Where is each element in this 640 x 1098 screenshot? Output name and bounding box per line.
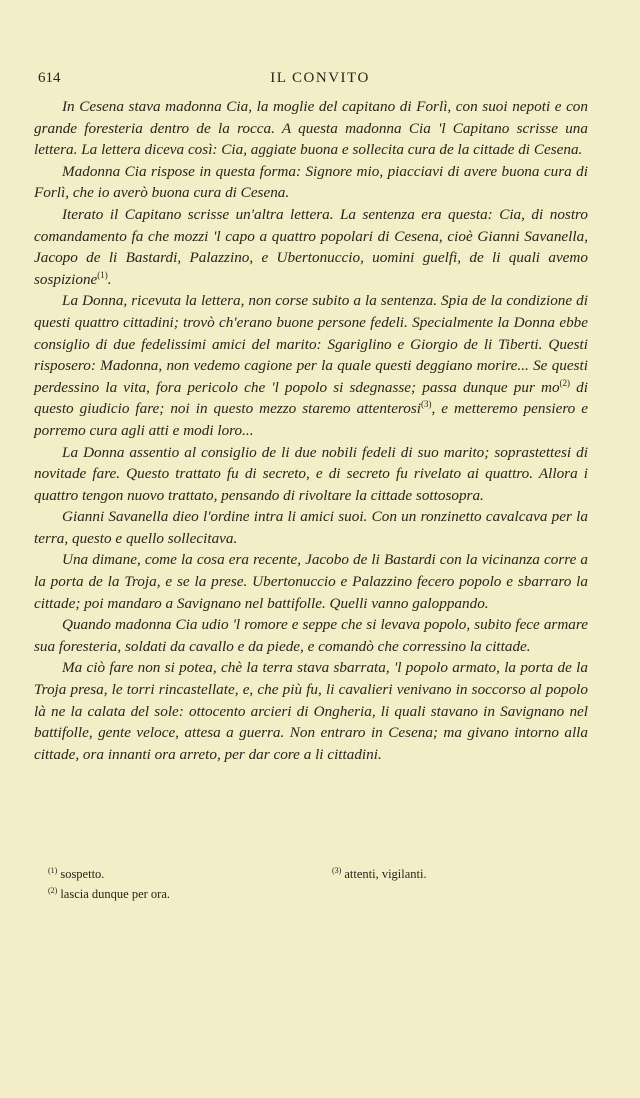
paragraph-6 xyxy=(34,506,588,549)
footnote-mark: (1) xyxy=(48,865,58,875)
paragraph-text: di questo giudicio fare; noi in questo mezzo staremo attenterosi xyxy=(34,378,588,418)
footnote-3 xyxy=(332,864,427,884)
paragraph-8 xyxy=(34,614,588,657)
paragraph-5 xyxy=(34,442,588,507)
page-header xyxy=(38,70,602,92)
page-number: 614 xyxy=(38,70,61,86)
footnote-text: sospetto. xyxy=(60,867,105,881)
paragraph-text: Iterato il Capitano scrisse un'altra lettera. La sentenza era questa: Cia, di nostro comandamento fa che mozzi 'l capo a quattro popolari di Cesena, cioè Gianni Savanella, Jacopo de li Bastardi, Palazzino, e Ubertonuccio, uomini guelfi, de li quali avemo sospizione xyxy=(34,205,588,288)
footnote-ref-2: (2) xyxy=(559,377,571,388)
paragraph-4 xyxy=(34,290,588,441)
footnote-1 xyxy=(48,864,104,884)
footnote-mark: (2) xyxy=(48,885,58,895)
paragraph-text: . xyxy=(107,270,112,288)
paragraph-text: Ma ciò fare non si potea, chè la terra stava sbarrata, 'l popolo armato, la porta de la Troja presa, le torri rincastellate, e, che più fu, li cavalieri venivano in soccorso al popolo là ne la calata del sole: ottocento arcieri di Ongheria, li quali stavano in Savignano nel battifolle, gente veloce, attesa a guerra. Non entraro in Cesena; ma givano intorno alla cittade, ora innanti ora arreto, per dar core a li cittadini. xyxy=(34,659,588,763)
body-text xyxy=(34,96,588,765)
paragraph-text: Gianni Savanella dieo l'ordine intra li amici suoi. Con un ronzinetto cavalcava per la terra, questo e quello sollecitava. xyxy=(34,508,588,547)
paragraph-9 xyxy=(34,657,588,765)
paragraph-1 xyxy=(34,96,588,161)
footnote-text: lascia dunque per ora. xyxy=(60,887,171,901)
footnote-mark: (3) xyxy=(332,865,342,875)
footnote-ref-3: (3) xyxy=(421,399,432,410)
paragraph-text: Madonna Cia rispose in questa forma: Signore mio, piacciavi di avere buona cura di Forlì, che io averò buona cura di Cesena. xyxy=(34,162,588,202)
footnote-text: attenti, vigilanti. xyxy=(344,867,427,881)
paragraph-text: La Donna, ricevuta la lettera, non corse subito a la sentenza. Spia de la condizione di questi quattro cittadini; trovò ch'erano buone persone fedeli. Specialmente la Donna ebbe consiglio di due fedelissimi amici del marito: Sgariglino e Giorgio de li Tiberti. Questi risposero: Madonna, non vedemo cagione per la quale questi deggiano morire... Se questi perdessino la vita, fora pericolo che 'l popolo si sdegnasse; passa dunque pur mo xyxy=(34,292,588,396)
paragraph-3 xyxy=(34,204,588,290)
paragraph-2 xyxy=(34,161,588,204)
running-title: IL CONVITO xyxy=(270,70,370,86)
paragraph-text: Quando madonna Cia udio 'l romore e seppe che si levava popolo, subito fece armare sua foresteria, soldati da cavallo e da piede, e comandò che corressino la cittade. xyxy=(34,616,588,655)
footnote-2 xyxy=(48,884,170,904)
paragraph-text: , e metteremo pensiero e porremo cura agli atti e modi loro... xyxy=(34,400,588,439)
paragraph-text: In Cesena stava madonna Cia, la moglie del capitano di Forlì, con suoi nepoti e con grande foresteria dentro de la rocca. A questa madonna Cia 'l Capitano scrisse una lettera. La lettera diceva così: Cia, aggiate buona e sollecita cura de la cittade di Cesena. xyxy=(34,98,588,159)
paragraph-text: La Donna assentio al consiglio de li due nobili fedeli di suo marito; soprastettesi di novitade fare. Questo trattato fu di secreto, e di secreto fu rivelato ai quattro. Allora i quattro tengon nuovo trattato, pensando di rivoltare la cittade sottosopra. xyxy=(34,443,588,504)
footnote-ref-1: (1) xyxy=(97,269,108,280)
paragraph-7 xyxy=(34,549,588,614)
paragraph-text: Una dimane, come la cosa era recente, Jacobo de li Bastardi con la vicinanza corre a la porta de la Troja, e se la prese. Ubertonuccio e Palazzino fecero popolo e sbarraro la cittade; poi mandaro a Savignano nel battifolle. Quelli vanno galoppando. xyxy=(34,551,588,612)
